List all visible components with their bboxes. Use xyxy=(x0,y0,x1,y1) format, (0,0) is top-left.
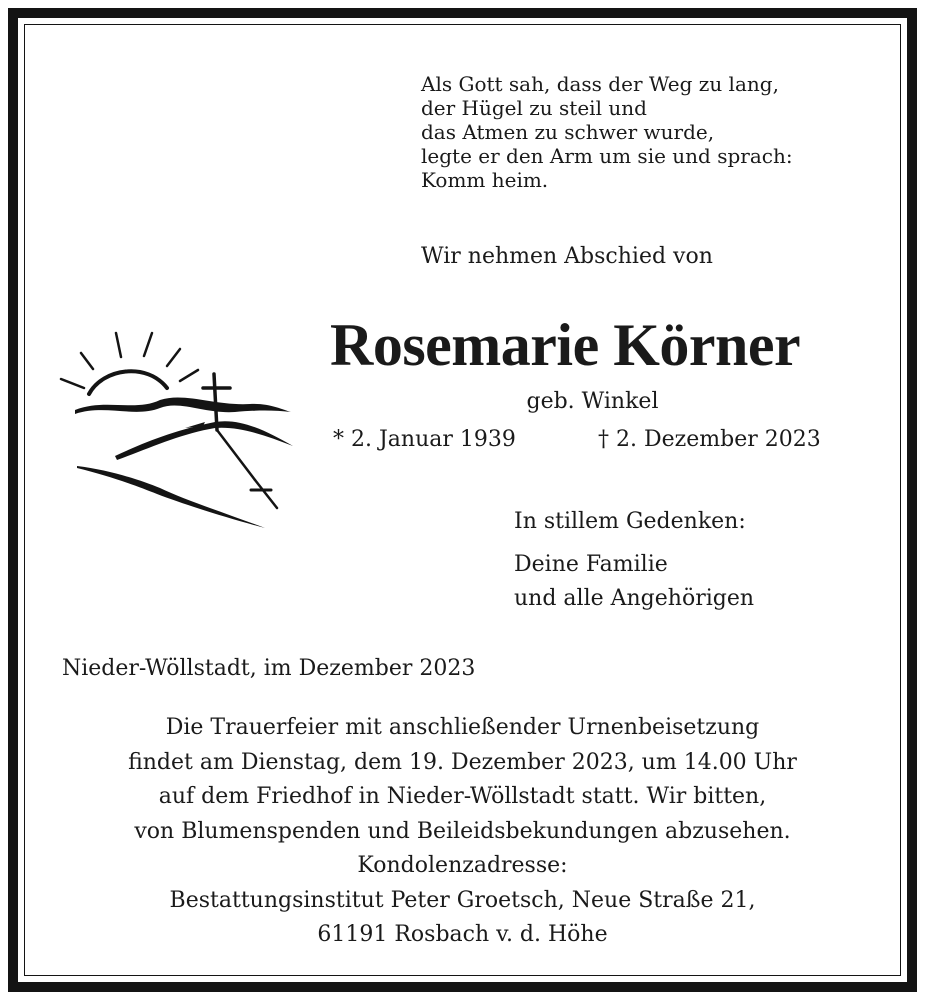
poem-line: Komm heim. xyxy=(421,168,549,192)
birth-date: * 2. Januar 1939 xyxy=(333,427,516,452)
info-line: Die Trauerfeier mit anschließender Urnenbeisetzung xyxy=(165,715,760,740)
farewell-intro: Wir nehmen Abschied von xyxy=(421,244,713,269)
maiden-name: geb. Winkel xyxy=(526,389,659,414)
death-date: † 2. Dezember 2023 xyxy=(598,427,821,452)
memory-heading: In stillem Gedenken: xyxy=(514,509,746,534)
info-line: von Blumenspenden und Beileidsbekundungen abzusehen. xyxy=(134,818,791,844)
info-line: findet am Dienstag, dem 19. Dezember 2023, um 14.00 Uhr xyxy=(128,749,797,775)
poem-line: das Atmen zu schwer wurde, xyxy=(421,120,715,144)
mourner-line: Deine Familie xyxy=(514,552,668,577)
poem-line: Als Gott sah, dass der Weg zu lang, xyxy=(421,72,779,96)
sunset-cross-hill-icon xyxy=(55,330,300,535)
poem xyxy=(421,72,861,192)
poem-line: legte er den Arm um sie und sprach: xyxy=(421,144,793,168)
mourners-list xyxy=(514,548,754,616)
poem-line: der Hügel zu steil und xyxy=(421,96,647,120)
info-line: Kondolenzadresse: xyxy=(357,853,568,878)
info-line: Bestattungsinstitut Peter Groetsch, Neue Straße 21, xyxy=(169,887,756,913)
place-date: Nieder-Wöllstadt, im Dezember 2023 xyxy=(62,656,476,681)
mourner-line: und alle Angehörigen xyxy=(514,586,755,611)
deceased-name: Rosemarie Körner xyxy=(330,312,801,378)
info-line: auf dem Friedhof in Nieder-Wöllstadt statt. Wir bitten, xyxy=(158,784,767,809)
funeral-info xyxy=(30,711,895,953)
info-line: 61191 Rosbach v. d. Höhe xyxy=(317,922,608,947)
